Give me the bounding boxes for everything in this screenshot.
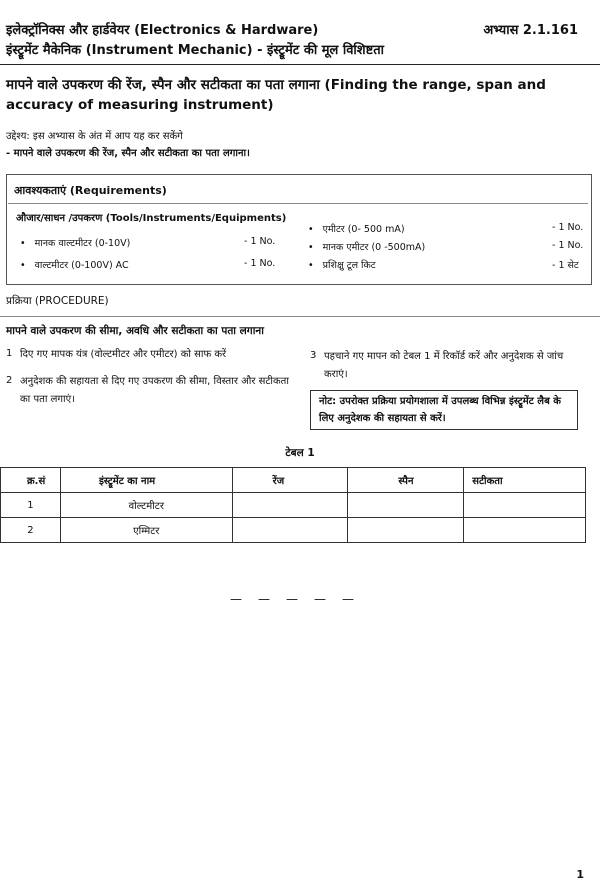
requirements-divider bbox=[8, 203, 588, 204]
req-item-name: प्रशिक्षु टूल किट bbox=[322, 260, 376, 271]
procedure-divider bbox=[0, 316, 600, 317]
req-item-name: मानक वाल्टमीटर (0-10V) bbox=[34, 238, 131, 249]
exercise-number: अभ्यास 2.1.161 bbox=[483, 23, 578, 38]
table-row bbox=[1, 493, 586, 518]
req-item-qty: - 1 No. bbox=[244, 258, 276, 269]
exercise-title: मापने वाले उपकरण की रेंज, स्पैन और सटीकता का पता लगाना (Finding the range, span and accuracy of measuring instrument) bbox=[6, 77, 546, 113]
cell-range bbox=[232, 493, 348, 518]
objective-item: - मापने वाले उपकरण की रेंज, स्पैन और सटीकता का पता लगाना। bbox=[6, 148, 250, 159]
end-mark: — bbox=[258, 592, 270, 606]
tools-heading: औजार/साधन /उपकरण (Tools/Instruments/Equipments) bbox=[16, 213, 287, 224]
header-serial: क्र.सं bbox=[1, 468, 61, 493]
module-title: इंस्ट्रूमेंट मैकेनिक (Instrument Mechanic) - इंस्ट्रूमेंट की मूल विशिष्टता bbox=[6, 43, 385, 58]
end-mark: — bbox=[314, 592, 326, 606]
req-left-item: • मानक वाल्टमीटर (0-10V) bbox=[20, 238, 131, 249]
req-item-qty: - 1 No. bbox=[552, 222, 584, 233]
req-item-qty: - 1 No. bbox=[552, 240, 584, 251]
req-left-item: • वाल्टमीटर (0-100V) AC bbox=[20, 260, 129, 271]
cell-instrument: एम्मिटर bbox=[60, 518, 232, 543]
req-item-qty: - 1 No. bbox=[244, 236, 276, 247]
procedure-subheading: मापने वाले उपकरण की सीमा, अवधि और सटीकता का पता लगाना bbox=[6, 325, 264, 337]
objectives-intro: उद्देश्य: इस अभ्यास के अंत में आप यह कर सकेंगे bbox=[6, 131, 183, 142]
table-row bbox=[1, 518, 586, 543]
req-item-name: वाल्टमीटर (0-100V) AC bbox=[34, 260, 129, 271]
header-instrument: इंस्ट्रूमेंट का नाम bbox=[60, 468, 232, 493]
req-item-name: एमीटर (0- 500 mA) bbox=[322, 224, 405, 235]
cell-accuracy bbox=[464, 518, 586, 543]
step-number: 2 bbox=[6, 375, 13, 386]
header-range: रेंज bbox=[232, 468, 348, 493]
req-right-item: • मानक एमीटर (0 -500mA) bbox=[308, 242, 426, 253]
cell-span bbox=[348, 493, 464, 518]
table-caption: टेबल 1 bbox=[285, 447, 315, 459]
cell-instrument: वोल्टमीटर bbox=[60, 493, 232, 518]
step-number: 1 bbox=[6, 348, 13, 359]
cell-serial: 2 bbox=[1, 518, 61, 543]
step-text: पहचाने गए मापन को टेबल 1 में रिकॉर्ड करें और अनुदेशक से जांच कराएं। bbox=[324, 351, 564, 380]
header-span: स्पैन bbox=[348, 468, 464, 493]
page-number: 1 bbox=[576, 868, 584, 881]
cell-serial: 1 bbox=[1, 493, 61, 518]
end-mark: — bbox=[342, 592, 354, 606]
end-mark: — bbox=[230, 592, 242, 606]
note-box: नोट: उपरोक्त प्रक्रिया प्रयोगशाला में उपलब्ध विभिन्न इंस्ट्रूमेंट लैब के लिए अनुदेशक की सहायता से करें। bbox=[310, 390, 578, 430]
step-text: अनुदेशक की सहायता से दिए गए उपकरण की सीमा, विस्तार और सटीकता का पता लगाएं। bbox=[20, 376, 289, 405]
req-right-item: • प्रशिक्षु टूल किट bbox=[308, 260, 376, 271]
req-item-name: मानक एमीटर (0 -500mA) bbox=[322, 242, 426, 253]
req-item-qty: - 1 सेट bbox=[552, 260, 579, 271]
end-mark: — bbox=[286, 592, 298, 606]
requirements-heading: आवश्यकताएं (Requirements) bbox=[14, 184, 167, 197]
step-text: दिए गए मापक यंत्र (वोल्टमीटर और एमीटर) को साफ करें bbox=[20, 349, 227, 360]
header-divider bbox=[0, 64, 600, 65]
results-table bbox=[0, 467, 586, 543]
procedure-heading: प्रक्रिया (PROCEDURE) bbox=[6, 295, 109, 307]
cell-accuracy bbox=[464, 493, 586, 518]
req-right-item: • एमीटर (0- 500 mA) bbox=[308, 224, 405, 235]
cell-span bbox=[348, 518, 464, 543]
trade-title: इलेक्ट्रॉनिक्स और हार्डवेयर (Electronics & Hardware) bbox=[6, 23, 319, 38]
table-header-row bbox=[1, 468, 586, 493]
step-number: 3 bbox=[310, 350, 317, 361]
cell-range bbox=[232, 518, 348, 543]
header-accuracy: सटीकता bbox=[464, 468, 586, 493]
